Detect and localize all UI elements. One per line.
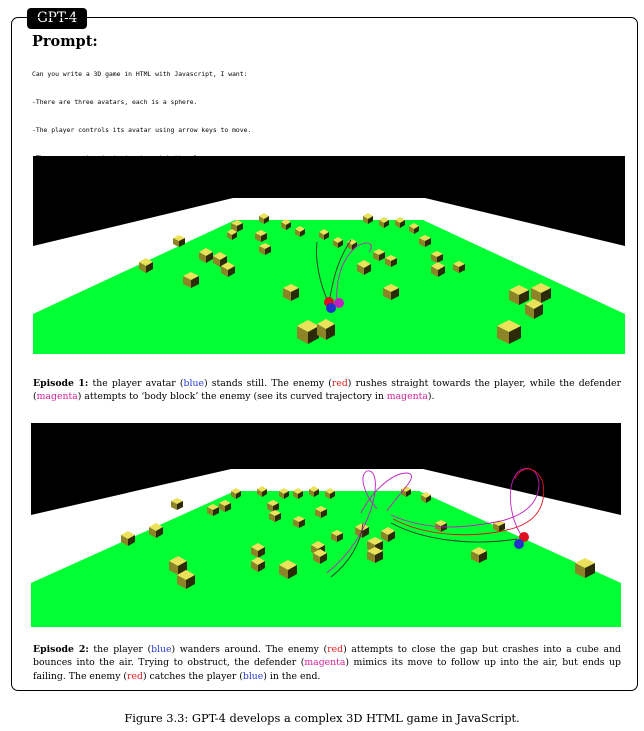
episode2-screenshot [31, 423, 621, 627]
caption-segment: ) catches the player ( [142, 670, 243, 682]
caption-segment: ) rushes straight towards the player, while the defender ( [33, 378, 622, 403]
episode2-label: Episode 2: [33, 644, 89, 655]
caption-segment: the player avatar ( [88, 378, 184, 389]
caption-segment: ) attempts to close the gap but crashes into a cube and bounces into the air. Trying to obstruct, the defender ( [33, 644, 622, 669]
episode1-scene [33, 156, 625, 354]
episode1-caption [33, 377, 621, 404]
caption-segment: blue [242, 670, 264, 682]
caption-segment: the player ( [88, 644, 152, 655]
caption-segment: red [127, 670, 143, 682]
caption-segment: red [331, 378, 348, 389]
episode2-caption [33, 643, 621, 683]
caption-segment: magenta [36, 391, 78, 403]
episode1-label: Episode 1: [33, 378, 89, 389]
episode2-scene [31, 423, 621, 627]
prompt-title: Prompt: [32, 33, 98, 50]
episode1-screenshot [33, 156, 625, 354]
player-sphere [326, 303, 336, 313]
caption-segment: ) in the end. [263, 670, 321, 682]
caption-segment: ) wanders around. The enemy ( [171, 644, 328, 655]
caption-segment: blue [183, 378, 204, 389]
figure-caption: Figure 3.3: GPT-4 develops a complex 3D HTML game in JavaScript. [124, 711, 520, 725]
caption-segment: magenta [386, 391, 428, 403]
caption-segment: red [327, 644, 344, 655]
prompt-line: -The player controls its avatar using arrow keys to move. [32, 126, 252, 135]
player-sphere [514, 539, 524, 549]
caption-segment: blue [151, 644, 172, 655]
caption-segment: ). [427, 391, 435, 403]
caption-segment: ) mimics its move to follow up into the air, but ends up failing. The enemy ( [33, 657, 621, 682]
prompt-line: -There are three avatars, each is a sphere. [32, 98, 198, 107]
caption-segment: ) stands still. The enemy ( [203, 378, 332, 389]
prompt-line: Can you write a 3D game in HTML with Javascript, I want: [32, 69, 248, 78]
gpt4-tag: GPT-4 [27, 8, 87, 29]
caption-segment: magenta [304, 657, 346, 669]
caption-segment: ) attempts to ‘body block’ the enemy (see its curved trajectory in [77, 391, 387, 403]
